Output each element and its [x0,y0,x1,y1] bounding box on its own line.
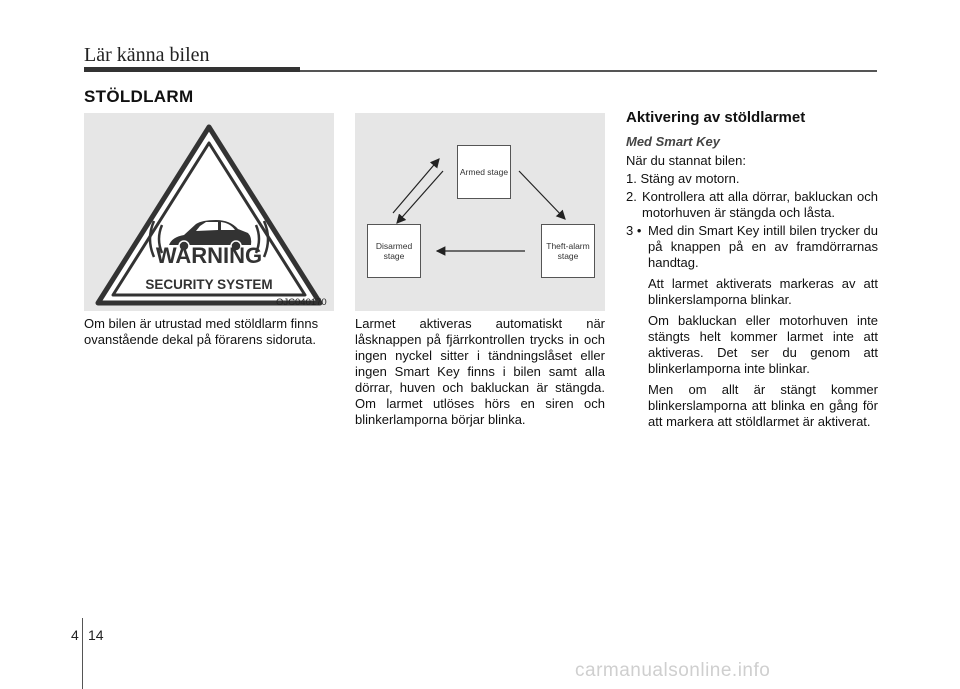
figure-code: OJC040170 [276,297,327,308]
watermark: carmanualsonline.info [575,660,771,681]
section-title: STÖLDLARM [84,87,194,106]
arrow-disarmed-to-armed [393,159,439,213]
activation-section [626,110,878,435]
sticker-warning-text: WARNING [155,243,263,268]
alarm-description: Larmet aktiveras automatiskt när låsknappen på fjärrkontrollen trycks in och ingen nyckel sitter i tändningslåset eller ingen Smart Key finns i bilen samt alla dörrar, huven och bakluckan är stängda. Om larmet utlöses hörs en siren och blinkerlamporna börjar blinka. [355,316,605,427]
warning-triangle-icon [84,113,334,311]
step-2-text: Kontrollera att alla dörrar, bakluckan och motorhuven är stängda och låsta. [642,189,878,220]
step-1: 1. Stäng av motorn. [626,171,740,186]
arrow-armed-to-disarmed [397,171,443,223]
note-2: Om bakluckan eller motorhuven inte stängts helt kommer larmet inte att aktiveras. Det ser du genom att blinkerlamporna inte blinkar. [648,313,878,376]
armed-stage-box: Armed stage [457,145,511,199]
footer-divider [82,618,83,689]
security-sticker-figure [84,113,334,311]
theft-alarm-stage-box: Theft-alarm stage [541,224,595,278]
step-2 [626,189,878,221]
note-1: Att larmet aktiverats markeras av att blinkerslamporna blinkar. [648,276,878,307]
intro-text: När du stannat bilen: [626,153,746,168]
step-3 [626,223,878,271]
chapter-title: Lär känna bilen [84,44,210,66]
page-number: 14 [88,627,104,643]
chapter-number: 4 [71,627,79,643]
sticker-description: Om bilen är utrustad med stöldlarm finns ovanstående dekal på förarens sidoruta. [84,316,319,347]
step-3-text: Med din Smart Key intill bilen trycker du på knappen på en av framdörrarnas handtag. [648,223,878,270]
header-rule [300,70,877,72]
stage-arrows [355,113,605,311]
arrow-armed-to-theft [519,171,565,219]
alarm-stages-diagram [355,113,605,311]
sticker-caption-text: SECURITY SYSTEM [145,277,273,292]
header-bar [84,67,300,72]
step-3-number: 3 • [626,223,642,238]
step-2-number: 2. [626,189,637,204]
disarmed-stage-box: Disarmed stage [367,224,421,278]
activation-heading: Aktivering av stöldlarmet [626,109,806,126]
smart-key-subheading: Med Smart Key [626,134,720,149]
note-3: Men om allt är stängt kommer blinkerslamporna att blinka en gång för att markera att stöldlarmet är aktiverat. [648,382,878,429]
